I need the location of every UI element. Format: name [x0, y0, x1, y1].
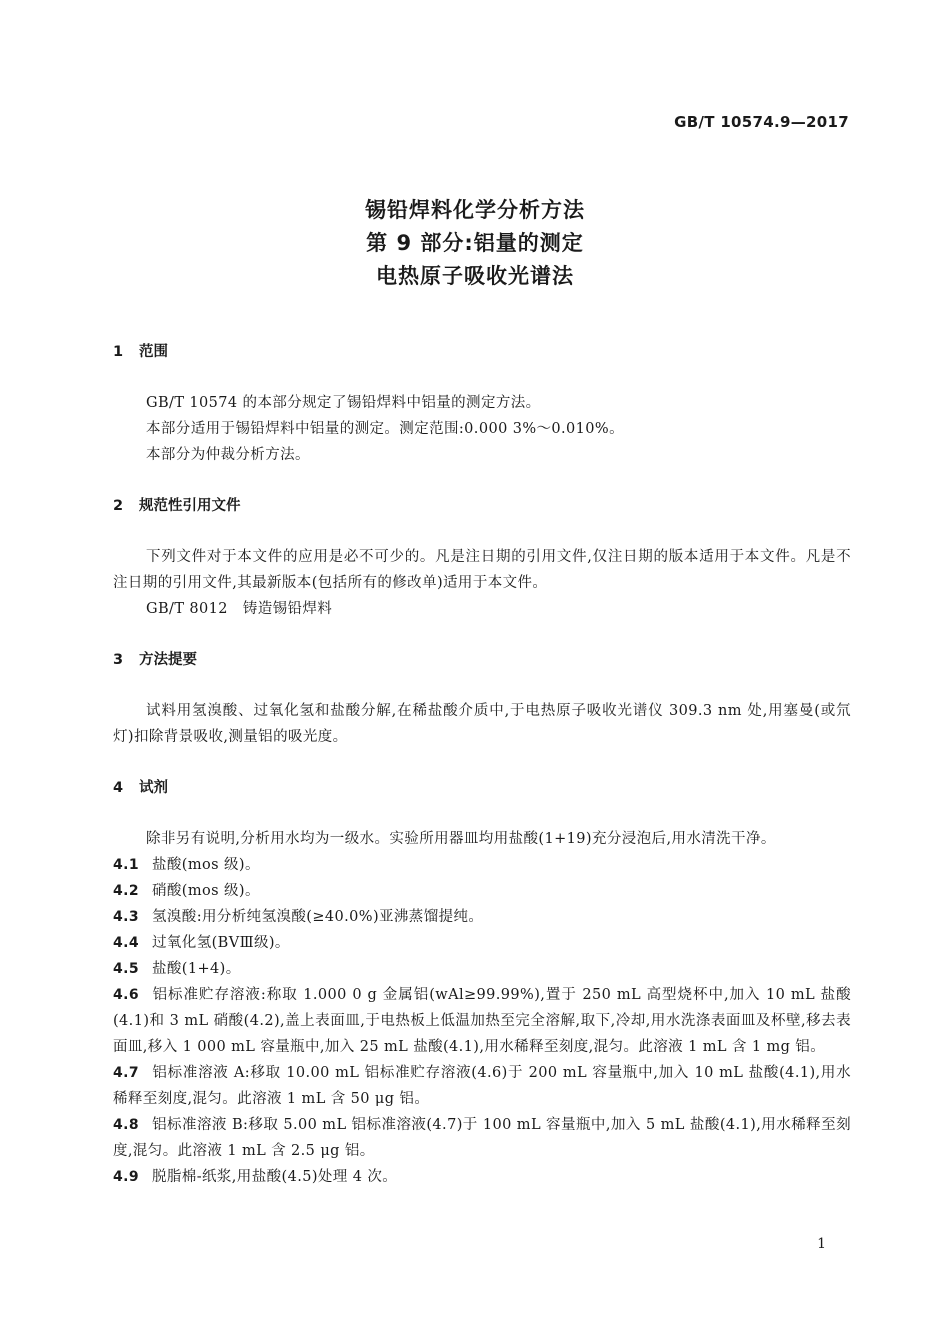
item-number: 4.7 [113, 1065, 140, 1081]
paragraph: GB/T 8012 铸造锡铅焊料 [146, 601, 333, 617]
item-number: 4.8 [113, 1117, 140, 1133]
paragraph: GB/T 10574 的本部分规定了锡铅焊料中铝量的测定方法。 [146, 395, 541, 411]
title-line-1: 锡铅焊料化学分析方法 [365, 198, 585, 222]
item-text: 氢溴酸:用分析纯氢溴酸(≥40.0%)亚沸蒸馏提纯。 [152, 909, 484, 925]
item-number: 4.9 [113, 1169, 140, 1185]
section-title: 试剂 [139, 780, 168, 796]
section-title: 范围 [139, 344, 168, 360]
paragraph: 试料用氢溴酸、过氧化氢和盐酸分解,在稀盐酸介质中,于电热原子吸收光谱仪 309.3 nm 处,用塞曼(或氘灯)扣除背景吸收,测量铝的吸光度。 [113, 703, 851, 745]
section-number: 3 [113, 652, 124, 668]
section-heading-method-summary [113, 648, 851, 672]
reagent-item [113, 930, 851, 956]
section-body-normative-references [113, 544, 851, 622]
section-number: 1 [113, 344, 124, 360]
item-text: 盐酸(1+4)。 [152, 961, 241, 977]
section-number: 4 [113, 780, 124, 796]
item-number: 4.4 [113, 935, 140, 951]
section-number: 2 [113, 498, 124, 514]
item-text: 铝标准贮存溶液:称取 1.000 0 g 金属铝(wAl≥99.99%),置于 250 mL 高型烧杯中,加入 10 mL 盐酸(4.1)和 3 mL 硝酸(4.2),盖上表面皿,于电热板上低温加热至完全溶解,取下,冷却,用水洗涤表面皿及杯壁,移去表面皿,移入 1 000 mL 容量瓶中,加入 25 mL 盐酸(4.1),用水稀释至刻度,混匀。此溶液 1 mL 含 1 mg 铝。 [113, 987, 851, 1055]
paragraph: 下列文件对于本文件的应用是必不可少的。凡是注日期的引用文件,仅注日期的版本适用于本文件。凡是不注日期的引用文件,其最新版本(包括所有的修改单)适用于本文件。 [113, 549, 851, 591]
item-number: 4.3 [113, 909, 140, 925]
section-heading-reagents [113, 776, 851, 800]
reagent-item [113, 878, 851, 904]
title-line-2: 第 9 部分:铝量的测定 [366, 231, 584, 255]
paragraph: 本部分为仲裁分析方法。 [146, 447, 310, 463]
section-title: 规范性引用文件 [139, 498, 241, 514]
section-body-reagents [113, 826, 851, 1190]
page-number: 1 [817, 1236, 826, 1252]
section-heading-normative-references [113, 494, 851, 518]
paragraph: 本部分适用于锡铅焊料中铝量的测定。测定范围:0.000 3%～0.010%。 [146, 421, 624, 437]
reagent-item [113, 956, 851, 982]
item-text: 盐酸(mos 级)。 [152, 857, 260, 873]
reagent-item [113, 852, 851, 878]
item-number: 4.5 [113, 961, 140, 977]
item-number: 4.6 [113, 987, 140, 1003]
reagent-item [113, 982, 851, 1060]
section-heading-scope [113, 340, 851, 364]
reagent-item [113, 1112, 851, 1164]
section-body-method-summary [113, 698, 851, 750]
item-text: 铝标准溶液 A:移取 10.00 mL 铝标准贮存溶液(4.6)于 200 mL 容量瓶中,加入 10 mL 盐酸(4.1),用水稀释至刻度,混匀。此溶液 1 mL 含 50 μg 铝。 [113, 1065, 851, 1107]
paragraph: 除非另有说明,分析用水均为一级水。实验所用器皿均用盐酸(1+19)充分浸泡后,用水清洗干净。 [146, 831, 776, 847]
section-title: 方法提要 [139, 652, 197, 668]
document-body [113, 340, 851, 1190]
standard-code: GB/T 10574.9—2017 [674, 113, 849, 131]
title-line-3: 电热原子吸收光谱法 [376, 264, 574, 288]
reagent-item [113, 1164, 851, 1190]
document-title [0, 194, 950, 293]
item-text: 铝标准溶液 B:移取 5.00 mL 铝标准溶液(4.7)于 100 mL 容量瓶中,加入 5 mL 盐酸(4.1),用水稀释至刻度,混匀。此溶液 1 mL 含 2.5 μg 铝。 [113, 1117, 851, 1159]
item-text: 过氧化氢(BVⅢ级)。 [152, 935, 290, 951]
reagent-item [113, 904, 851, 930]
item-text: 硝酸(mos 级)。 [152, 883, 260, 899]
item-text: 脱脂棉-纸浆,用盐酸(4.5)处理 4 次。 [152, 1169, 398, 1185]
section-body-scope [113, 390, 851, 468]
reagent-item [113, 1060, 851, 1112]
item-number: 4.1 [113, 857, 140, 873]
item-number: 4.2 [113, 883, 140, 899]
